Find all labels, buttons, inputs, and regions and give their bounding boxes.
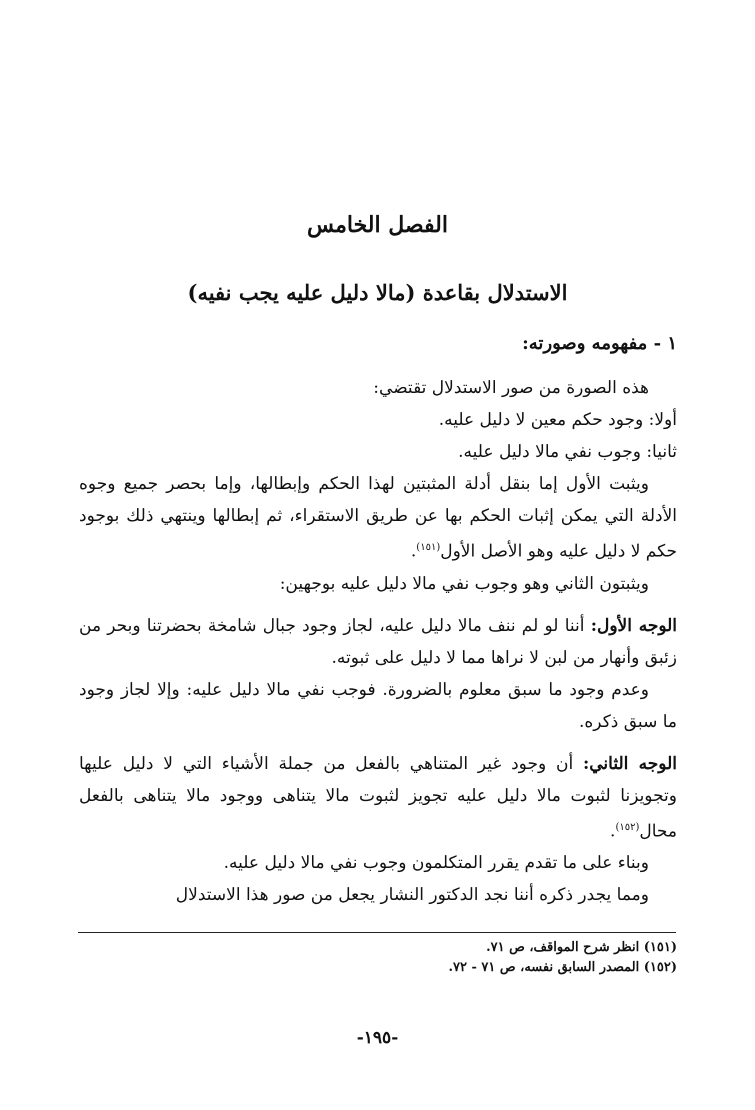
second-aspect-text: أن وجود غير المتناهي بالفعل من جملة الأشياء التي لا دليل عليها وتجويزنا لثبوت مالا دليل عليه تجويز لثبوت مالا يتناهى ووجود مالا يتناهى بالفعل محال bbox=[79, 753, 677, 842]
paragraph-second-proof: ويثبتون الثاني وهو وجوب نفي مالا دليل عليه بوجهين: bbox=[279, 573, 649, 594]
paragraph-first-proof-end: . bbox=[410, 541, 417, 562]
paragraph-first-point: أولا: وجود حكم معين لا دليل عليه. bbox=[438, 410, 677, 430]
paragraph-conclusion: وبناء على ما تقدم يقرر المتكلمون وجوب نفي مالا دليل عليه. bbox=[223, 853, 649, 874]
paragraph-first-aspect-cont: وعدم وجود ما سبق معلوم بالضرورة. فوجب نفي مالا دليل عليه: وإلا لجاز وجود ما سبق ذكره. bbox=[79, 679, 677, 732]
section-title: الاستدلال بقاعدة (مالا دليل عليه يجب نفيه) bbox=[187, 280, 568, 305]
first-aspect-term: الوجه الأول: bbox=[590, 615, 678, 636]
paragraph-second-point: ثانيا: وجوب نفي مالا دليل عليه. bbox=[458, 442, 677, 462]
footnote-151: (١٥١) انظر شرح المواقف، ص ٧١. bbox=[486, 940, 677, 955]
page-number: -١٩٥- bbox=[356, 1028, 399, 1048]
paragraph-first-aspect bbox=[79, 610, 677, 674]
second-aspect-end: . bbox=[610, 821, 616, 842]
paragraph-continuation: ومما يجدر ذكره أننا نجد الدكتور النشار يجعل من صور هذا الاستدلال bbox=[175, 885, 649, 906]
footnote-ref-152: (١٥٢) bbox=[615, 821, 640, 833]
body-text bbox=[79, 372, 677, 911]
paragraph-intro: هذه الصورة من صور الاستدلال تقتضي: bbox=[373, 378, 649, 398]
first-aspect-text: أننا لو لم ننف مالا دليل عليه، لجاز وجود جبال شامخة بحضرتنا وبحر من زئبق وأنهار من لبن لا نراها مما لا دليل على ثبوته. bbox=[79, 615, 677, 668]
footnote-ref-151: (١٥١) bbox=[416, 542, 441, 553]
section-subheading: ١ - مفهومه وصورته: bbox=[522, 333, 677, 354]
footnote-divider bbox=[78, 932, 676, 933]
paragraph-first-proof bbox=[79, 468, 677, 568]
second-aspect-term: الوجه الثاني: bbox=[582, 753, 677, 774]
footnotes bbox=[79, 938, 677, 978]
paragraph-first-proof-text: ويثبت الأول إما بنقل أدلة المثبتين لهذا الحكم وإبطالها، وإما بحصر جميع وجوه الأدلة التي يمكن إثبات الحكم بها عن طريق الاستقراء، ثم إبطالها وينتهي ذلك بوجود حكم لا دليل عليه وهو الأصل الأول bbox=[79, 474, 677, 562]
footnote-152: (١٥٢) المصدر السابق نفسه، ص ٧١ - ٧٢. bbox=[448, 960, 677, 975]
chapter-title: الفصل الخامس bbox=[307, 212, 448, 238]
paragraph-second-aspect bbox=[79, 748, 677, 848]
